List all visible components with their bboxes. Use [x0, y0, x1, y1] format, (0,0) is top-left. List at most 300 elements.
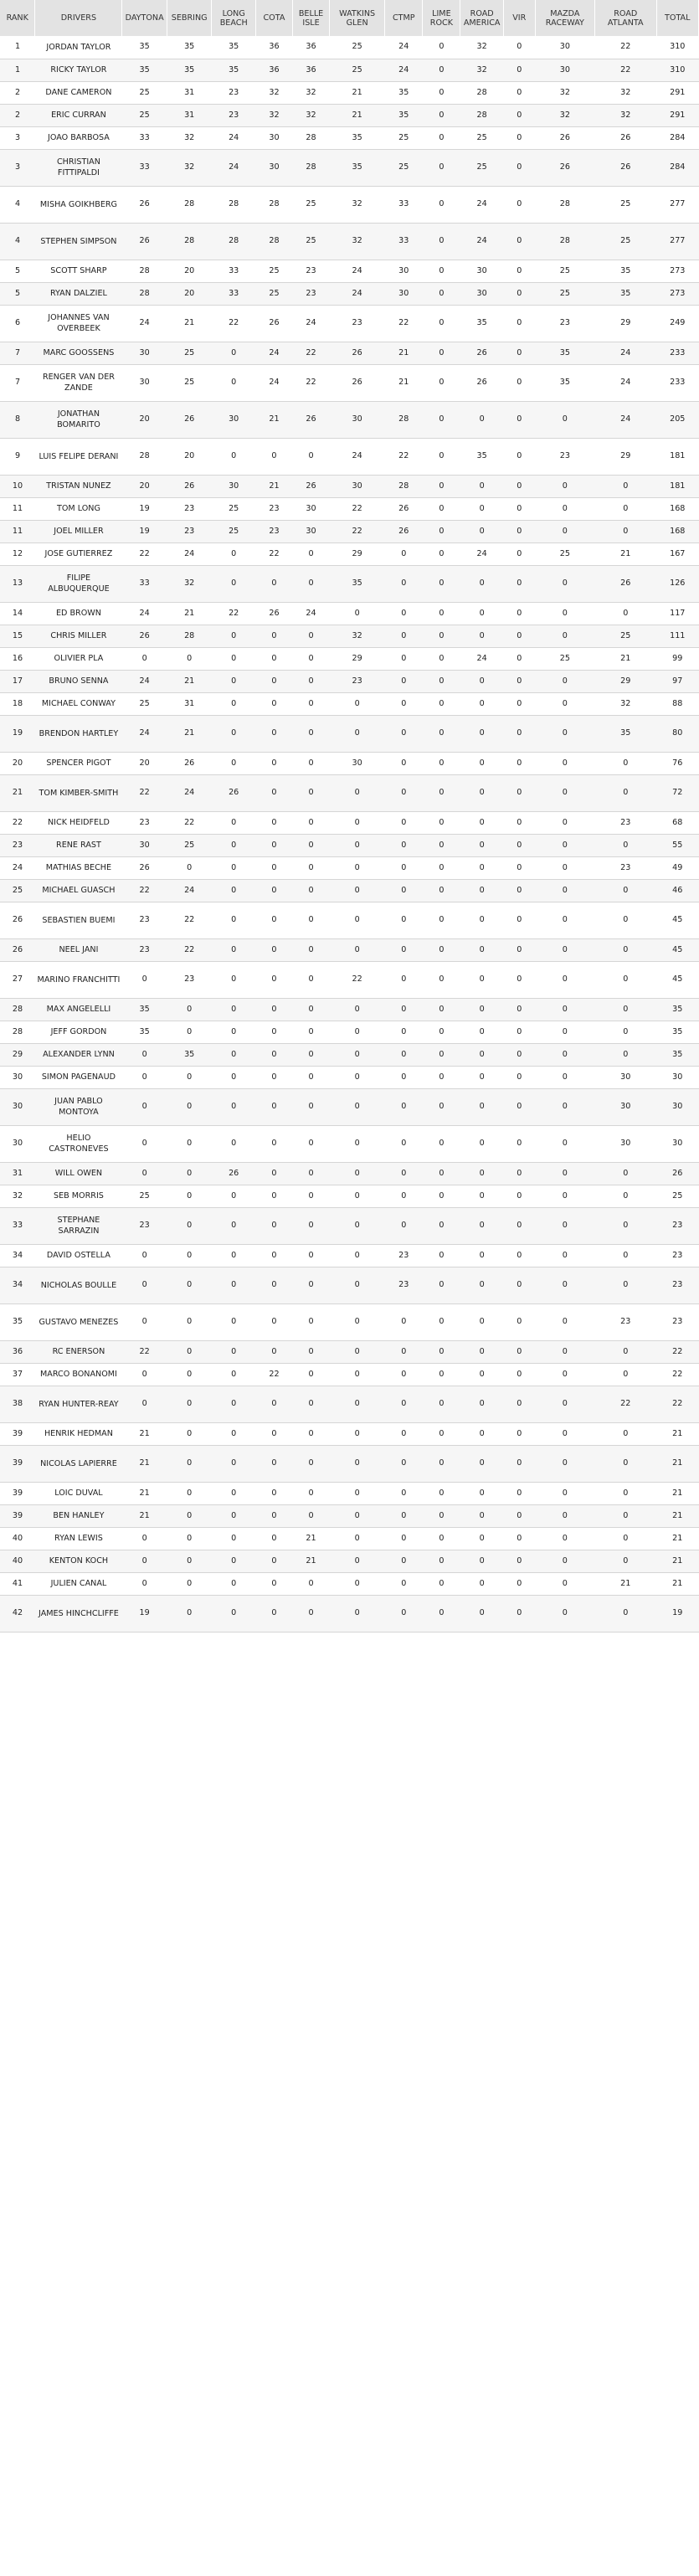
rank-cell: 39 [0, 1482, 35, 1504]
long-beach-cell: 0 [212, 1527, 255, 1550]
ctmp-cell: 0 [385, 998, 423, 1021]
table-row [0, 260, 699, 282]
header-vir: VIR [503, 0, 535, 36]
cota-cell: 0 [255, 1162, 292, 1185]
daytona-cell: 24 [122, 670, 167, 692]
watkins-glen-cell: 30 [330, 401, 385, 438]
vir-cell: 0 [503, 1088, 535, 1125]
rank-cell: 30 [0, 1088, 35, 1125]
belle-isle-cell: 0 [293, 856, 330, 879]
total-cell: 68 [656, 811, 699, 834]
sebring-cell: 23 [167, 497, 212, 520]
rank-cell: 39 [0, 1445, 35, 1482]
vir-cell: 0 [503, 1422, 535, 1445]
table-row [0, 438, 699, 475]
total-cell: 111 [656, 625, 699, 647]
ctmp-cell: 0 [385, 1088, 423, 1125]
lime-rock-cell: 0 [423, 104, 460, 126]
road-atlanta-cell: 35 [595, 260, 656, 282]
total-cell: 233 [656, 364, 699, 401]
ctmp-cell: 33 [385, 223, 423, 260]
total-cell: 35 [656, 1043, 699, 1066]
road-america-cell: 28 [460, 104, 503, 126]
rank-cell: 26 [0, 938, 35, 961]
watkins-glen-cell: 21 [330, 104, 385, 126]
table-row [0, 282, 699, 305]
long-beach-cell: 28 [212, 223, 255, 260]
long-beach-cell: 24 [212, 126, 255, 149]
driver-cell: JUAN PABLO MONTOYA [35, 1088, 122, 1125]
cota-cell: 0 [255, 1125, 292, 1162]
cota-cell: 23 [255, 520, 292, 542]
lime-rock-cell: 0 [423, 902, 460, 938]
belle-isle-cell: 0 [293, 1303, 330, 1340]
mazda-raceway-cell: 25 [535, 647, 594, 670]
rank-cell: 5 [0, 260, 35, 282]
total-cell: 168 [656, 520, 699, 542]
road-america-cell: 0 [460, 856, 503, 879]
watkins-glen-cell: 24 [330, 282, 385, 305]
rank-cell: 3 [0, 126, 35, 149]
belle-isle-cell: 0 [293, 1422, 330, 1445]
road-atlanta-cell: 32 [595, 104, 656, 126]
vir-cell: 0 [503, 774, 535, 811]
belle-isle-cell: 0 [293, 1482, 330, 1504]
table-row [0, 1482, 699, 1504]
belle-isle-cell: 0 [293, 1445, 330, 1482]
cota-cell: 0 [255, 1422, 292, 1445]
road-atlanta-cell: 24 [595, 342, 656, 364]
sebring-cell: 0 [167, 1527, 212, 1550]
mazda-raceway-cell: 0 [535, 1267, 594, 1303]
road-atlanta-cell: 0 [595, 1482, 656, 1504]
long-beach-cell: 0 [212, 1125, 255, 1162]
long-beach-cell: 0 [212, 438, 255, 475]
vir-cell: 0 [503, 1066, 535, 1088]
long-beach-cell: 0 [212, 998, 255, 1021]
long-beach-cell: 0 [212, 1021, 255, 1043]
belle-isle-cell: 32 [293, 104, 330, 126]
vir-cell: 0 [503, 1185, 535, 1207]
ctmp-cell: 0 [385, 670, 423, 692]
total-cell: 45 [656, 938, 699, 961]
table-row [0, 149, 699, 186]
cota-cell: 0 [255, 692, 292, 715]
daytona-cell: 26 [122, 625, 167, 647]
long-beach-cell: 0 [212, 752, 255, 774]
cota-cell: 22 [255, 542, 292, 565]
lime-rock-cell: 0 [423, 520, 460, 542]
vir-cell: 0 [503, 342, 535, 364]
belle-isle-cell: 0 [293, 1043, 330, 1066]
driver-cell: MAX ANGELELLI [35, 998, 122, 1021]
table-row [0, 1125, 699, 1162]
total-cell: 310 [656, 36, 699, 59]
long-beach-cell: 0 [212, 1550, 255, 1572]
watkins-glen-cell: 25 [330, 36, 385, 59]
rank-cell: 3 [0, 149, 35, 186]
ctmp-cell: 0 [385, 856, 423, 879]
ctmp-cell: 0 [385, 1572, 423, 1595]
mazda-raceway-cell: 0 [535, 752, 594, 774]
sebring-cell: 0 [167, 1550, 212, 1572]
rank-cell: 4 [0, 186, 35, 223]
header-lime-rock: LIME ROCK [423, 0, 460, 36]
mazda-raceway-cell: 0 [535, 1207, 594, 1244]
daytona-cell: 28 [122, 260, 167, 282]
driver-cell: BEN HANLEY [35, 1504, 122, 1527]
vir-cell: 0 [503, 625, 535, 647]
cota-cell: 0 [255, 1340, 292, 1363]
mazda-raceway-cell: 0 [535, 961, 594, 998]
road-america-cell: 0 [460, 1162, 503, 1185]
table-row [0, 1162, 699, 1185]
lime-rock-cell: 0 [423, 1363, 460, 1386]
belle-isle-cell: 0 [293, 998, 330, 1021]
mazda-raceway-cell: 0 [535, 1550, 594, 1572]
driver-cell: DAVID OSTELLA [35, 1244, 122, 1267]
road-america-cell: 0 [460, 1303, 503, 1340]
rank-cell: 8 [0, 401, 35, 438]
road-atlanta-cell: 0 [595, 752, 656, 774]
watkins-glen-cell: 35 [330, 126, 385, 149]
belle-isle-cell: 0 [293, 1185, 330, 1207]
lime-rock-cell: 0 [423, 625, 460, 647]
header-rank: RANK [0, 0, 35, 36]
rank-cell: 36 [0, 1340, 35, 1363]
header-sebring: SEBRING [167, 0, 212, 36]
mazda-raceway-cell: 0 [535, 1162, 594, 1185]
mazda-raceway-cell: 0 [535, 856, 594, 879]
road-atlanta-cell: 26 [595, 565, 656, 602]
cota-cell: 32 [255, 104, 292, 126]
ctmp-cell: 24 [385, 36, 423, 59]
lime-rock-cell: 0 [423, 1422, 460, 1445]
long-beach-cell: 0 [212, 902, 255, 938]
road-america-cell: 0 [460, 1550, 503, 1572]
total-cell: 21 [656, 1527, 699, 1550]
belle-isle-cell: 22 [293, 342, 330, 364]
total-cell: 277 [656, 186, 699, 223]
daytona-cell: 30 [122, 342, 167, 364]
belle-isle-cell: 28 [293, 149, 330, 186]
watkins-glen-cell: 26 [330, 342, 385, 364]
ctmp-cell: 0 [385, 1021, 423, 1043]
road-america-cell: 0 [460, 1572, 503, 1595]
rank-cell: 1 [0, 36, 35, 59]
vir-cell: 0 [503, 364, 535, 401]
total-cell: 30 [656, 1088, 699, 1125]
total-cell: 284 [656, 149, 699, 186]
belle-isle-cell: 0 [293, 715, 330, 752]
total-cell: 97 [656, 670, 699, 692]
vir-cell: 0 [503, 1504, 535, 1527]
road-america-cell: 0 [460, 752, 503, 774]
road-atlanta-cell: 0 [595, 1445, 656, 1482]
mazda-raceway-cell: 0 [535, 811, 594, 834]
road-atlanta-cell: 25 [595, 625, 656, 647]
ctmp-cell: 23 [385, 1267, 423, 1303]
long-beach-cell: 33 [212, 260, 255, 282]
daytona-cell: 21 [122, 1422, 167, 1445]
road-america-cell: 0 [460, 1386, 503, 1422]
driver-cell: NICK HEIDFELD [35, 811, 122, 834]
vir-cell: 0 [503, 1595, 535, 1632]
total-cell: 76 [656, 752, 699, 774]
daytona-cell: 33 [122, 126, 167, 149]
total-cell: 181 [656, 475, 699, 497]
daytona-cell: 21 [122, 1482, 167, 1504]
long-beach-cell: 0 [212, 811, 255, 834]
vir-cell: 0 [503, 1207, 535, 1244]
driver-cell: RENE RAST [35, 834, 122, 856]
mazda-raceway-cell: 0 [535, 1595, 594, 1632]
long-beach-cell: 0 [212, 856, 255, 879]
road-america-cell: 0 [460, 961, 503, 998]
road-atlanta-cell: 0 [595, 938, 656, 961]
driver-cell: STEPHANE SARRAZIN [35, 1207, 122, 1244]
ctmp-cell: 0 [385, 565, 423, 602]
road-atlanta-cell: 0 [595, 902, 656, 938]
road-atlanta-cell: 0 [595, 1527, 656, 1550]
header-road-atlanta: ROAD ATLANTA [595, 0, 656, 36]
header-ctmp: CTMP [385, 0, 423, 36]
lime-rock-cell: 0 [423, 1267, 460, 1303]
sebring-cell: 35 [167, 1043, 212, 1066]
sebring-cell: 0 [167, 1066, 212, 1088]
rank-cell: 39 [0, 1422, 35, 1445]
cota-cell: 0 [255, 1066, 292, 1088]
daytona-cell: 0 [122, 1066, 167, 1088]
vir-cell: 0 [503, 1125, 535, 1162]
lime-rock-cell: 0 [423, 879, 460, 902]
cota-cell: 0 [255, 774, 292, 811]
driver-cell: JONATHAN BOMARITO [35, 401, 122, 438]
total-cell: 49 [656, 856, 699, 879]
cota-cell: 24 [255, 364, 292, 401]
sebring-cell: 0 [167, 1386, 212, 1422]
long-beach-cell: 0 [212, 1066, 255, 1088]
long-beach-cell: 0 [212, 670, 255, 692]
table-row [0, 1340, 699, 1363]
driver-cell: JOEL MILLER [35, 520, 122, 542]
daytona-cell: 0 [122, 1267, 167, 1303]
watkins-glen-cell: 24 [330, 438, 385, 475]
road-atlanta-cell: 23 [595, 856, 656, 879]
vir-cell: 0 [503, 1162, 535, 1185]
watkins-glen-cell: 35 [330, 149, 385, 186]
belle-isle-cell: 22 [293, 364, 330, 401]
driver-cell: RENGER VAN DER ZANDE [35, 364, 122, 401]
total-cell: 88 [656, 692, 699, 715]
long-beach-cell: 0 [212, 1363, 255, 1386]
lime-rock-cell: 0 [423, 1244, 460, 1267]
table-row [0, 542, 699, 565]
daytona-cell: 21 [122, 1445, 167, 1482]
rank-cell: 19 [0, 715, 35, 752]
sebring-cell: 0 [167, 1445, 212, 1482]
lime-rock-cell: 0 [423, 186, 460, 223]
rank-cell: 33 [0, 1207, 35, 1244]
table-row [0, 186, 699, 223]
daytona-cell: 0 [122, 647, 167, 670]
lime-rock-cell: 0 [423, 1043, 460, 1066]
table-row [0, 692, 699, 715]
sebring-cell: 20 [167, 260, 212, 282]
cota-cell: 21 [255, 401, 292, 438]
long-beach-cell: 26 [212, 1162, 255, 1185]
road-atlanta-cell: 0 [595, 1043, 656, 1066]
daytona-cell: 19 [122, 1595, 167, 1632]
rank-cell: 24 [0, 856, 35, 879]
sebring-cell: 32 [167, 126, 212, 149]
cota-cell: 25 [255, 282, 292, 305]
lime-rock-cell: 0 [423, 998, 460, 1021]
mazda-raceway-cell: 23 [535, 438, 594, 475]
long-beach-cell: 25 [212, 497, 255, 520]
rank-cell: 39 [0, 1504, 35, 1527]
cota-cell: 36 [255, 59, 292, 81]
vir-cell: 0 [503, 36, 535, 59]
long-beach-cell: 0 [212, 1504, 255, 1527]
lime-rock-cell: 0 [423, 1021, 460, 1043]
mazda-raceway-cell: 0 [535, 1572, 594, 1595]
cota-cell: 0 [255, 1595, 292, 1632]
table-row [0, 1595, 699, 1632]
road-america-cell: 0 [460, 1066, 503, 1088]
mazda-raceway-cell: 30 [535, 59, 594, 81]
ctmp-cell: 0 [385, 834, 423, 856]
ctmp-cell: 0 [385, 1482, 423, 1504]
cota-cell: 0 [255, 879, 292, 902]
total-cell: 35 [656, 998, 699, 1021]
table-row [0, 1550, 699, 1572]
lime-rock-cell: 0 [423, 752, 460, 774]
cota-cell: 0 [255, 670, 292, 692]
rank-cell: 30 [0, 1125, 35, 1162]
vir-cell: 0 [503, 1303, 535, 1340]
daytona-cell: 0 [122, 1550, 167, 1572]
belle-isle-cell: 23 [293, 260, 330, 282]
rank-cell: 25 [0, 879, 35, 902]
long-beach-cell: 23 [212, 104, 255, 126]
total-cell: 284 [656, 126, 699, 149]
ctmp-cell: 35 [385, 104, 423, 126]
mazda-raceway-cell: 0 [535, 1340, 594, 1363]
sebring-cell: 0 [167, 1125, 212, 1162]
mazda-raceway-cell: 0 [535, 998, 594, 1021]
table-row [0, 879, 699, 902]
belle-isle-cell: 25 [293, 186, 330, 223]
vir-cell: 0 [503, 59, 535, 81]
road-america-cell: 0 [460, 1125, 503, 1162]
sebring-cell: 0 [167, 1088, 212, 1125]
header-mazda-raceway: MAZDA RACEWAY [535, 0, 594, 36]
cota-cell: 23 [255, 497, 292, 520]
table-row [0, 938, 699, 961]
header-cota: COTA [255, 0, 292, 36]
daytona-cell: 35 [122, 998, 167, 1021]
table-row [0, 834, 699, 856]
mazda-raceway-cell: 0 [535, 1482, 594, 1504]
daytona-cell: 19 [122, 497, 167, 520]
long-beach-cell: 0 [212, 1386, 255, 1422]
long-beach-cell: 0 [212, 1088, 255, 1125]
long-beach-cell: 33 [212, 282, 255, 305]
total-cell: 46 [656, 879, 699, 902]
driver-cell: MICHAEL GUASCH [35, 879, 122, 902]
lime-rock-cell: 0 [423, 670, 460, 692]
total-cell: 310 [656, 59, 699, 81]
ctmp-cell: 0 [385, 602, 423, 625]
lime-rock-cell: 0 [423, 260, 460, 282]
lime-rock-cell: 0 [423, 1550, 460, 1572]
driver-cell: RYAN HUNTER-REAY [35, 1386, 122, 1422]
long-beach-cell: 25 [212, 520, 255, 542]
watkins-glen-cell: 0 [330, 879, 385, 902]
daytona-cell: 0 [122, 1527, 167, 1550]
total-cell: 21 [656, 1504, 699, 1527]
lime-rock-cell: 0 [423, 1207, 460, 1244]
cota-cell: 30 [255, 126, 292, 149]
sebring-cell: 23 [167, 961, 212, 998]
rank-cell: 4 [0, 223, 35, 260]
road-america-cell: 0 [460, 1185, 503, 1207]
daytona-cell: 20 [122, 752, 167, 774]
road-atlanta-cell: 0 [595, 1185, 656, 1207]
daytona-cell: 21 [122, 1504, 167, 1527]
watkins-glen-cell: 23 [330, 670, 385, 692]
road-america-cell: 30 [460, 282, 503, 305]
belle-isle-cell: 24 [293, 602, 330, 625]
road-america-cell: 0 [460, 879, 503, 902]
long-beach-cell: 30 [212, 475, 255, 497]
total-cell: 19 [656, 1595, 699, 1632]
mazda-raceway-cell: 0 [535, 475, 594, 497]
lime-rock-cell: 0 [423, 401, 460, 438]
table-row [0, 752, 699, 774]
rank-cell: 12 [0, 542, 35, 565]
ctmp-cell: 22 [385, 305, 423, 342]
vir-cell: 0 [503, 1445, 535, 1482]
table-row [0, 1386, 699, 1422]
daytona-cell: 35 [122, 1021, 167, 1043]
road-america-cell: 0 [460, 1043, 503, 1066]
daytona-cell: 33 [122, 149, 167, 186]
table-row [0, 1066, 699, 1088]
table-row [0, 104, 699, 126]
long-beach-cell: 0 [212, 834, 255, 856]
road-atlanta-cell: 0 [595, 1244, 656, 1267]
ctmp-cell: 26 [385, 497, 423, 520]
sebring-cell: 23 [167, 520, 212, 542]
lime-rock-cell: 0 [423, 342, 460, 364]
belle-isle-cell: 0 [293, 1021, 330, 1043]
rank-cell: 34 [0, 1267, 35, 1303]
driver-cell: NICOLAS LAPIERRE [35, 1445, 122, 1482]
long-beach-cell: 28 [212, 186, 255, 223]
vir-cell: 0 [503, 438, 535, 475]
cota-cell: 0 [255, 1303, 292, 1340]
vir-cell: 0 [503, 1021, 535, 1043]
driver-cell: WILL OWEN [35, 1162, 122, 1185]
rank-cell: 14 [0, 602, 35, 625]
watkins-glen-cell: 0 [330, 811, 385, 834]
driver-cell: JOHANNES VAN OVERBEEK [35, 305, 122, 342]
mazda-raceway-cell: 0 [535, 401, 594, 438]
watkins-glen-cell: 0 [330, 938, 385, 961]
rank-cell: 28 [0, 1021, 35, 1043]
